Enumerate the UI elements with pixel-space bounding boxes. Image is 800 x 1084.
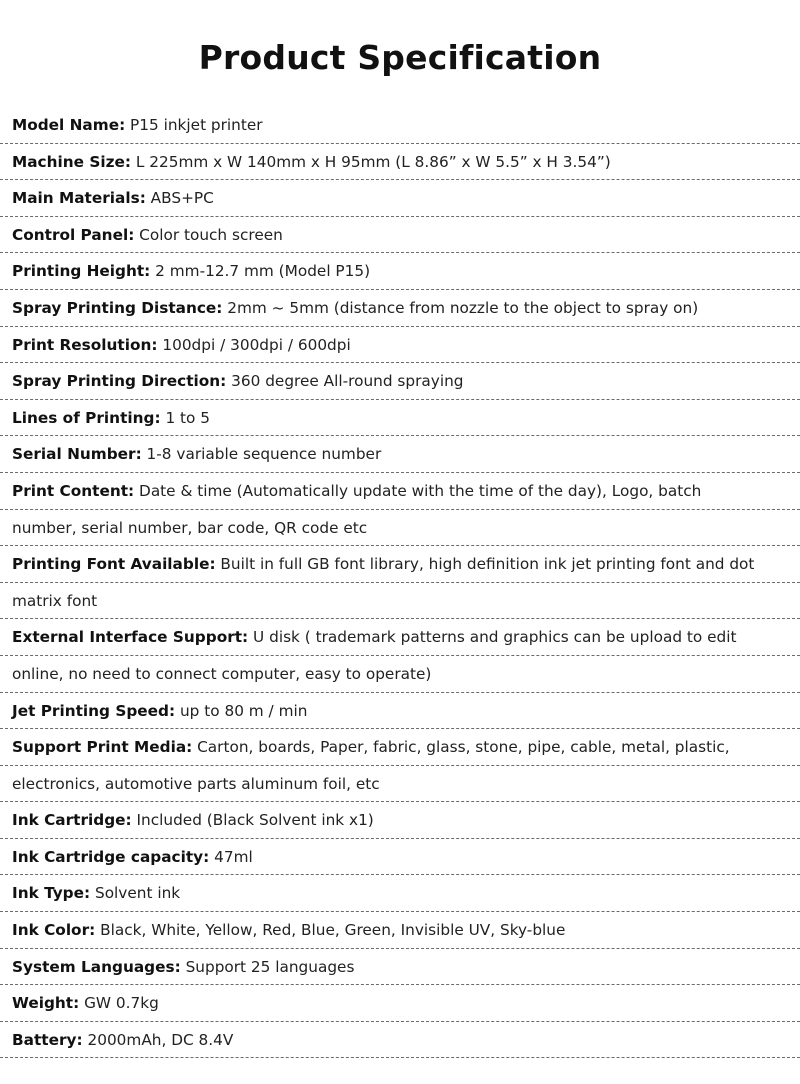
spec-value: U disk ( trademark patterns and graphics can be upload to edit	[248, 628, 737, 647]
spec-value-continuation: online, no need to connect computer, easy to operate)	[12, 664, 432, 683]
page-title: Product Specification	[198, 38, 602, 77]
spec-label: Print Resolution:	[12, 335, 158, 354]
spec-label: Control Panel:	[12, 225, 135, 244]
spec-label: Serial Number:	[12, 445, 142, 464]
spec-row	[0, 729, 800, 766]
spec-label: Weight:	[12, 994, 80, 1013]
spec-row-continuation	[0, 583, 800, 620]
spec-label: Ink Cartridge:	[12, 811, 132, 830]
spec-value: ABS+PC	[145, 189, 214, 208]
spec-row	[0, 802, 800, 839]
spec-label: Machine Size:	[12, 152, 131, 171]
spec-row	[0, 985, 800, 1022]
spec-row	[0, 473, 800, 510]
spec-row	[0, 400, 800, 437]
spec-value: Carton, boards, Paper, fabric, glass, stone, pipe, cable, metal, plastic,	[192, 738, 730, 757]
spec-row	[0, 1022, 800, 1059]
spec-row	[0, 180, 800, 217]
spec-row	[0, 949, 800, 986]
spec-value: 360 degree All-round spraying	[226, 372, 464, 391]
spec-row	[0, 363, 800, 400]
spec-row	[0, 693, 800, 730]
spec-label: Jet Printing Speed:	[12, 701, 176, 720]
spec-value: Black, White, Yellow, Red, Blue, Green, Invisible UV, Sky-blue	[95, 921, 566, 940]
spec-value: 2 mm-12.7 mm (Model P15)	[150, 262, 371, 281]
spec-label: Printing Font Available:	[12, 555, 216, 574]
spec-value: Date & time (Automatically update with the time of the day), Logo, batch	[134, 481, 702, 500]
spec-label: Spray Printing Distance:	[12, 298, 223, 317]
spec-row	[0, 217, 800, 254]
spec-label: External Interface Support:	[12, 628, 249, 647]
spec-label: Ink Type:	[12, 884, 91, 903]
spec-value: 47ml	[209, 847, 253, 866]
spec-row-continuation	[0, 766, 800, 803]
spec-label: Support Print Media:	[12, 738, 193, 757]
spec-value-continuation: electronics, automotive parts aluminum foil, etc	[12, 774, 380, 793]
spec-row	[0, 290, 800, 327]
spec-row	[0, 839, 800, 876]
spec-value: 100dpi / 300dpi / 600dpi	[157, 335, 351, 354]
spec-list	[0, 107, 800, 1058]
spec-row-continuation	[0, 510, 800, 547]
spec-label: Model Name:	[12, 116, 126, 134]
spec-row	[0, 107, 800, 144]
spec-label: Spray Printing Direction:	[12, 372, 227, 391]
spec-value: Solvent ink	[90, 884, 181, 903]
spec-row	[0, 253, 800, 290]
spec-value: Included (Black Solvent ink x1)	[131, 811, 374, 830]
spec-value: Support 25 languages	[180, 957, 355, 976]
spec-label: Battery:	[12, 1030, 83, 1049]
spec-value: up to 80 m / min	[175, 701, 308, 720]
spec-value: Built in full GB font library, high definition ink jet printing font and dot	[215, 555, 755, 574]
spec-row	[0, 912, 800, 949]
spec-value: GW 0.7kg	[79, 994, 159, 1013]
spec-value: 1-8 variable sequence number	[141, 445, 382, 464]
spec-label: Printing Height:	[12, 262, 151, 281]
spec-row	[0, 619, 800, 656]
spec-value: L 225mm x W 140mm x H 95mm (L 8.86” x W 5.5” x H 3.54”)	[131, 152, 611, 171]
spec-label: Main Materials:	[12, 189, 146, 208]
spec-label: Print Content:	[12, 481, 135, 500]
spec-label: Ink Cartridge capacity:	[12, 847, 210, 866]
spec-value-continuation: number, serial number, bar code, QR code etc	[12, 518, 368, 537]
spec-value: 2mm ~ 5mm (distance from nozzle to the object to spray on)	[222, 298, 699, 317]
spec-value: Color touch screen	[134, 225, 283, 244]
spec-row	[0, 875, 800, 912]
spec-value: 2000mAh, DC 8.4V	[82, 1030, 234, 1049]
spec-value: P15 inkjet printer	[125, 116, 263, 134]
spec-row	[0, 436, 800, 473]
spec-row-continuation	[0, 656, 800, 693]
spec-label: System Languages:	[12, 957, 181, 976]
spec-row	[0, 546, 800, 583]
spec-value-continuation: matrix font	[12, 591, 98, 610]
spec-value: 1 to 5	[160, 408, 210, 427]
spec-row	[0, 144, 800, 181]
spec-row	[0, 327, 800, 364]
spec-label: Lines of Printing:	[12, 408, 161, 427]
spec-label: Ink Color:	[12, 921, 96, 940]
